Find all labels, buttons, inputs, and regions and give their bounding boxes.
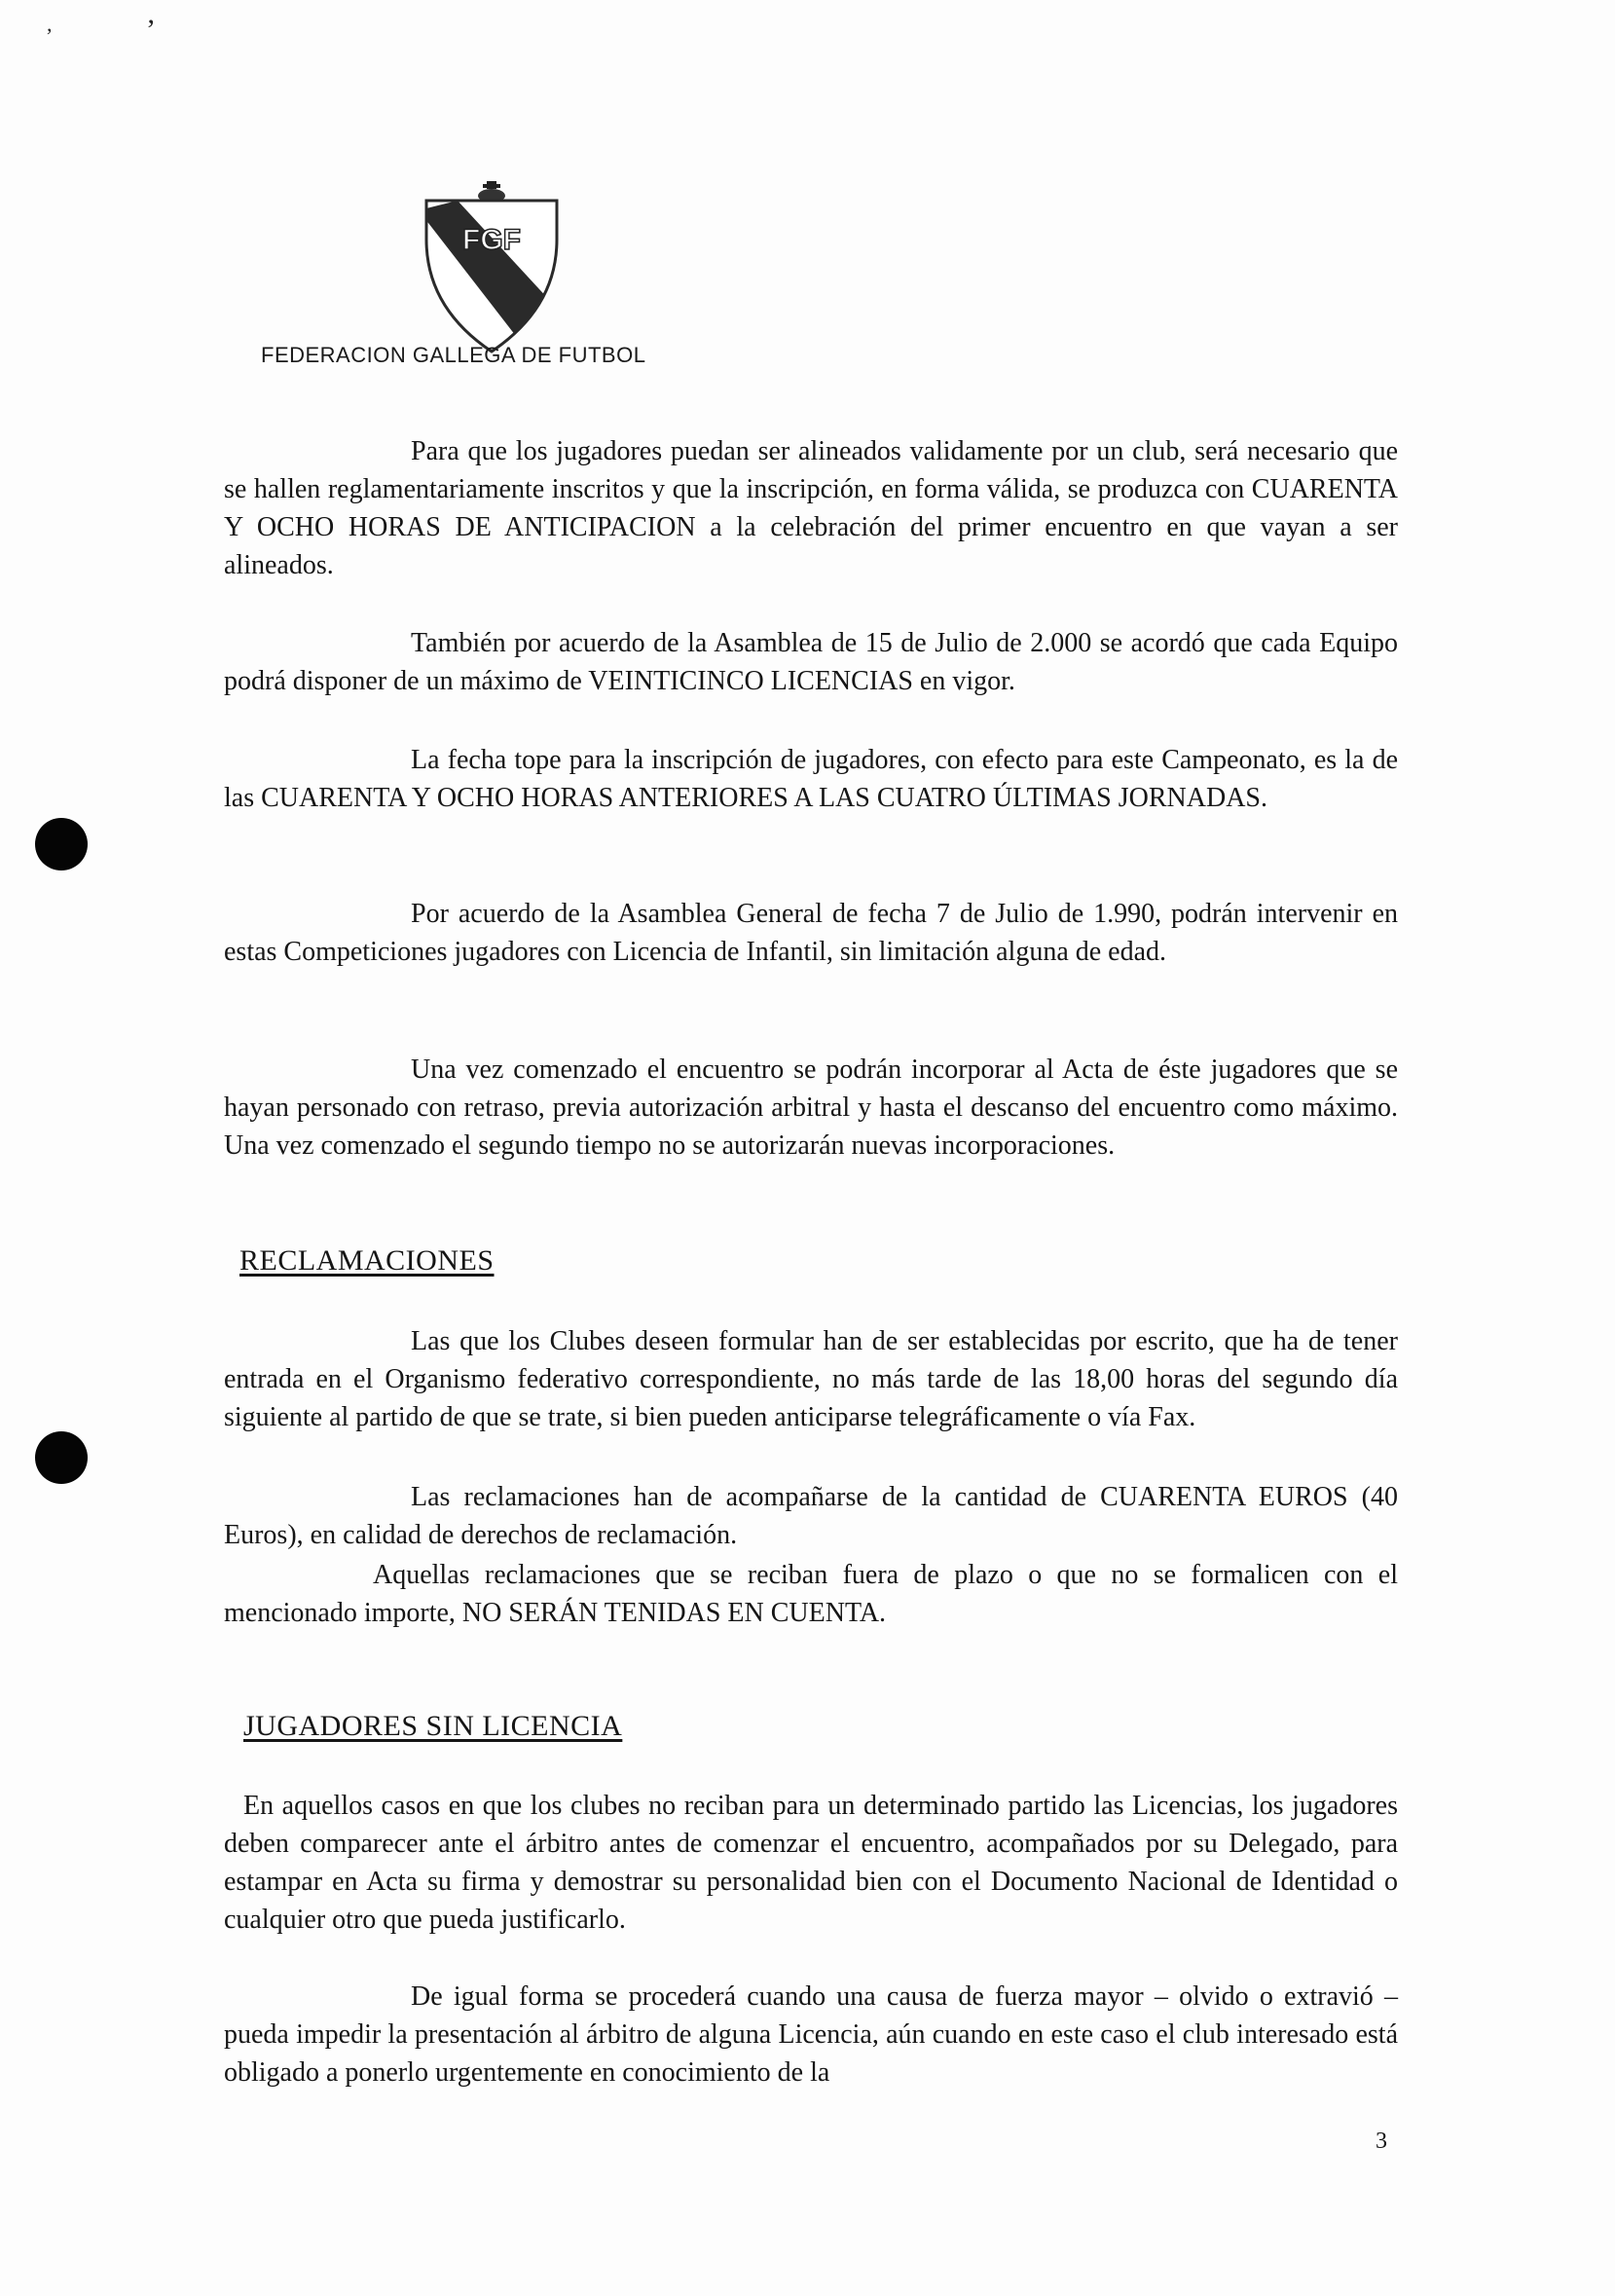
paragraph-sin-licencia-fuerza-mayor: De igual forma se procederá cuando una causa de fuerza mayor – olvido o extravió – pueda impedir la presentación al árbitro de alguna Licencia, aún cuando en este caso el club interesado está obligado a ponerlo urgentemente en conocimiento de la — [224, 1981, 1398, 2088]
organization-name: FEDERACION GALLEGA DE FUTBOL — [261, 343, 646, 367]
paragraph-alineacion: Para que los jugadores puedan ser alineados validamente por un club, será necesario que se hallen reglamentariamente inscritos y que la inscripción, en forma válida, se produzca con CUARENTA Y OCHO HORAS DE ANTICIPACION a la celebración del primer encuentro en que vayan a ser alineados. — [224, 436, 1398, 580]
paragraph-reclamaciones-plazo: Las que los Clubes deseen formular han de ser establecidas por escrito, que ha de tener entrada en el Organismo federativo correspondiente, no más tarde de las 18,00 horas del segundo día siguiente al partido de que se trate, si bien pueden anticiparse telegráficamente o vía Fax. — [224, 1326, 1398, 1432]
paragraph-reclamaciones-importe: Las reclamaciones han de acompañarse de la cantidad de CUARENTA EUROS (40 Euros), en calidad de derechos de reclamación. — [224, 1482, 1398, 1550]
paragraph-sin-licencia-procedimiento: En aquellos casos en que los clubes no reciban para un determinado partido las Licencias, los jugadores deben comparecer ante el árbitro antes de comenzar el encuentro, acompañados por su Delegado, para estampar en Acta su firma y demostrar su personalidad bien con el Documento Nacional de Identidad o cualquier otro que pueda justificarlo. — [224, 1791, 1398, 1935]
punch-hole — [35, 818, 88, 870]
paragraph-incorporaciones: Una vez comenzado el encuentro se podrán incorporar al Acta de éste jugadores que se hayan personado con retraso, previa autorización arbitral y hasta el descanso del encuentro como máximo. Una vez comenzado el segundo tiempo no se autorizarán nuevas incorporaciones. — [224, 1055, 1398, 1161]
paragraph-fecha-tope: La fecha tope para la inscripción de jugadores, con efecto para este Campeonato, es la de las CUARENTA Y OCHO HORAS ANTERIORES A LAS CUATRO ÚLTIMAS JORNADAS. — [224, 745, 1398, 813]
section-heading-reclamaciones: RECLAMACIONES — [239, 1244, 495, 1277]
page-number: 3 — [1376, 2129, 1387, 2154]
paragraph-licencia-infantil: Por acuerdo de la Asamblea General de fecha 7 de Julio de 1.990, podrán intervenir en estas Competiciones jugadores con Licencia de Infantil, sin limitación alguna de edad. — [224, 899, 1398, 967]
section-heading-jugadores-sin-licencia: JUGADORES SIN LICENCIA — [243, 1710, 623, 1742]
paragraph-licencias-maximo: También por acuerdo de la Asamblea de 15 de Julio de 2.000 se acordó que cada Equipo podrá disponer de un máximo de VEINTICINCO LICENCIAS en vigor. — [224, 628, 1398, 696]
paragraph-reclamaciones-fuera-plazo: Aquellas reclamaciones que se reciban fuera de plazo o que no se formalicen con el mencionado importe, NO SERÁN TENIDAS EN CUENTA. — [224, 1560, 1398, 1628]
federation-logo — [419, 181, 565, 356]
svg-text:FGF: FGF — [462, 224, 521, 256]
punch-hole — [35, 1431, 88, 1484]
scan-speck: ’ — [146, 14, 156, 46]
scan-speck: , — [47, 12, 53, 36]
